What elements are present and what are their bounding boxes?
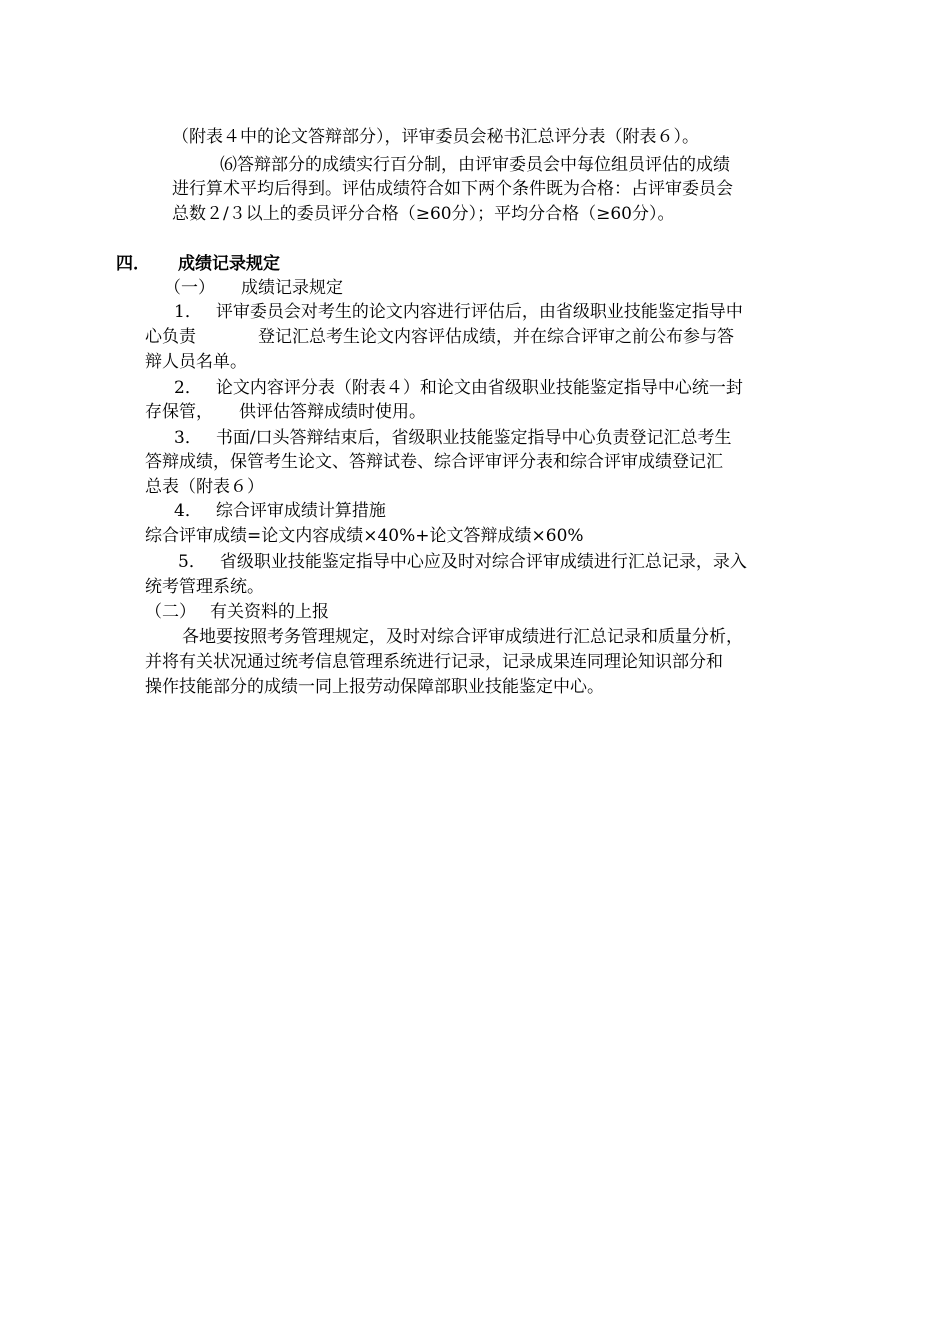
item-3-number: 3． [174,428,202,448]
item-4-number: 4． [174,501,202,521]
item-3-line-1 [174,425,732,451]
item-1-line-3: 辩人员名单。 [145,352,247,372]
item-1-text-2a: 心负责 [145,327,196,347]
item-1-text-2b: 登记汇总考生论文内容评估成绩，并在综合评审之前公布参与答 [258,327,734,347]
section-4-title: 成绩记录规定 [178,254,280,274]
score-formula: 综合评审成绩=论文内容成绩×40%+论文答辩成绩×60% [145,526,584,546]
item-3-line-3: 总表（附表６） [145,477,264,497]
item-2-line-2 [145,399,426,425]
subsection-2-line-3: 操作技能部分的成绩一同上报劳动保障部职业技能鉴定中心。 [145,677,604,697]
subsection-2-heading [145,599,329,625]
subsection-2-title: 有关资料的上报 [210,602,329,622]
item-2-line-1 [174,375,743,401]
subsection-1-label: （一） [164,278,215,298]
item-4-text-1: 综合评审成绩计算措施 [215,501,386,521]
item-1-number: 1． [174,302,202,322]
subsection-1-title: 成绩记录规定 [241,278,343,298]
subsection-1-heading [164,275,343,301]
item-1-text-1: 评审委员会对考生的论文内容进行评估后，由省级职业技能鉴定指导中 [215,302,743,322]
subsection-2-label: （二） [145,602,196,622]
subsection-2-line-1: 各地要按照考务管理规定，及时对综合评审成绩进行汇总记录和质量分析， [182,627,743,647]
item-3-line-2: 答辩成绩，保管考生论文、答辩试卷、综合评审评分表和综合评审成绩登记汇 [145,452,723,472]
item-1-line-2 [145,324,734,350]
item-5-text-1: 省级职业技能鉴定指导中心应及时对综合评审成绩进行汇总记录，录入 [219,552,747,572]
paragraph-6-line-3: 总数２/３以上的委员评分合格（≥60分）；平均分合格（≥60分）。 [172,204,675,224]
paragraph-6-line-1: ⑹答辩部分的成绩实行百分制，由评审委员会中每位组员评估的成绩 [220,155,730,175]
item-5-line-1 [178,549,747,575]
item-5-number: 5． [178,552,206,572]
paragraph-6-line-2: 进行算术平均后得到。评估成绩符合如下两个条件既为合格：占评审委员会 [172,179,733,199]
item-2-text-2a: 存保管， [145,402,213,422]
attachment-note-line: （附表４中的论文答辩部分），评审委员会秘书汇总评分表（附表６）。 [172,127,699,147]
item-3-text-1: 书面/口头答辩结束后，省级职业技能鉴定指导中心负责登记汇总考生 [215,428,732,448]
section-4-heading [116,251,280,277]
item-2-text-2b: 供评估答辩成绩时使用。 [239,402,426,422]
item-4-line-1 [174,498,386,524]
section-4-number: 四． [116,254,150,274]
item-2-text-1: 论文内容评分表（附表４）和论文由省级职业技能鉴定指导中心统一封 [215,378,743,398]
item-5-line-2: 统考管理系统。 [145,577,264,597]
subsection-2-line-2: 并将有关状况通过统考信息管理系统进行记录，记录成果连同理论知识部分和 [145,652,723,672]
item-2-number: 2． [174,378,202,398]
item-1-line-1 [174,299,743,325]
